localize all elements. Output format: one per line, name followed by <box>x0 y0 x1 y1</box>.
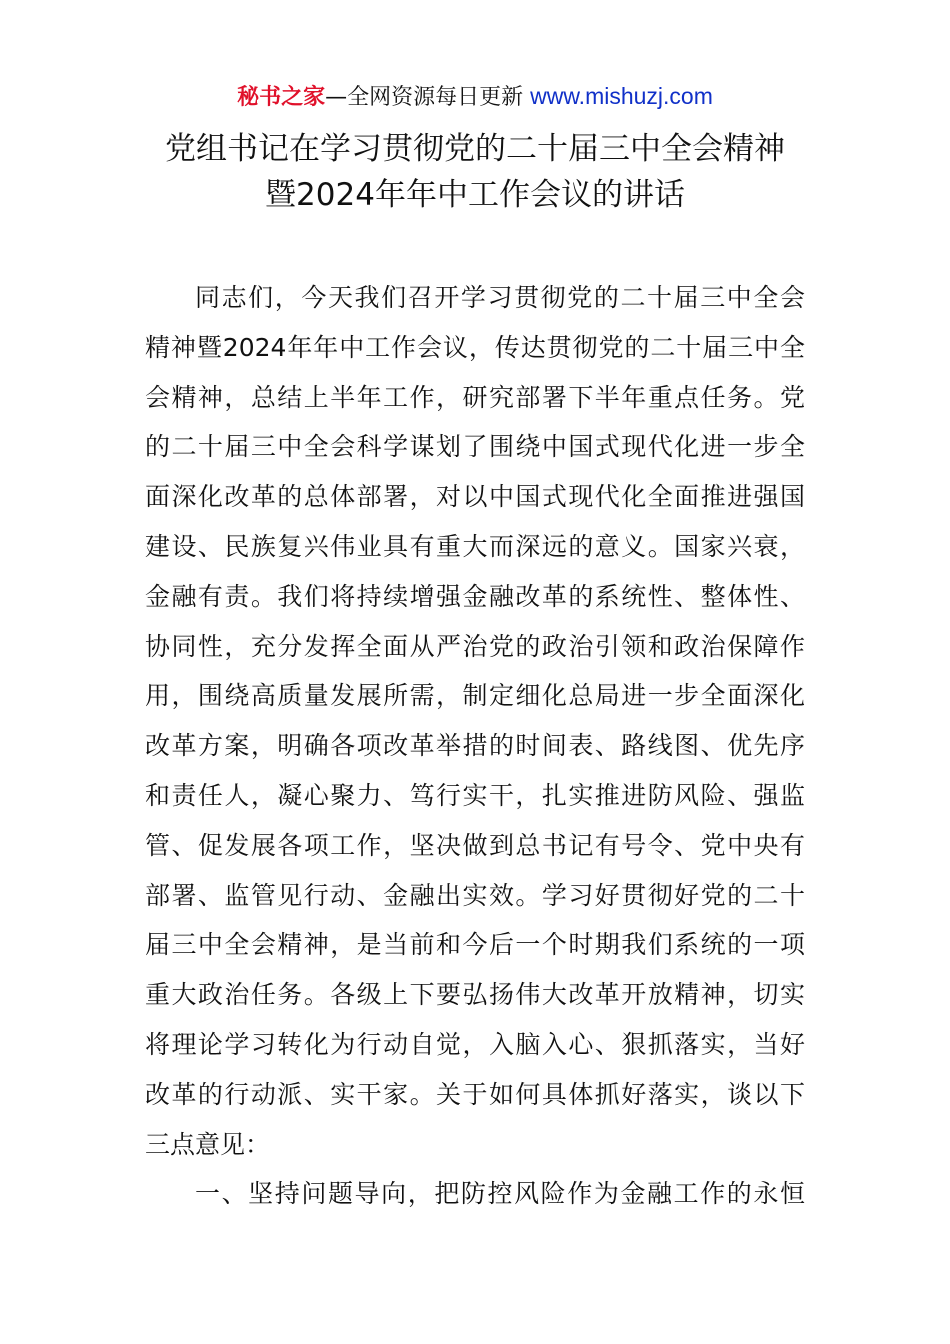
body-line: 的二十届三中全会科学谋划了围绕中国式现代化进一步全 <box>145 432 805 462</box>
document-body <box>145 273 805 1219</box>
site-header <box>0 80 950 114</box>
body-line: 金融有责。我们将持续增强金融改革的系统性、整体性、 <box>145 581 805 611</box>
title-line-2: 暨2024年年中工作会议的讲话 <box>265 177 685 213</box>
body-line: 三点意见： <box>145 1129 271 1159</box>
body-line: 重大政治任务。各级上下要弘扬伟大改革开放精神，切实 <box>145 980 805 1010</box>
body-line: 同志们，今天我们召开学习贯彻党的二十届三中全会 <box>195 283 805 312</box>
body-line: 管、促发展各项工作，坚决做到总书记有号令、党中央有 <box>145 830 805 860</box>
body-line: 建设、民族复兴伟业具有重大而深远的意义。国家兴衰， <box>145 531 805 561</box>
body-line: 协同性，充分发挥全面从严治党的政治引领和政治保障作 <box>145 631 805 661</box>
body-line: 改革方案，明确各项改革举措的时间表、路线图、优先序 <box>145 731 805 761</box>
site-tagline: —全网资源每日更新 <box>325 85 524 110</box>
body-line: 和责任人，凝心聚力、笃行实干，扎实推进防风险、强监 <box>145 780 805 810</box>
body-line: 会精神，总结上半年工作，研究部署下半年重点任务。党 <box>145 382 805 412</box>
site-url-link[interactable]: www.mishuzj.com <box>530 83 713 109</box>
body-line: 用，围绕高质量发展所需，制定细化总局进一步全面深化 <box>145 681 805 711</box>
body-line: 届三中全会精神，是当前和今后一个时期我们系统的一项 <box>145 930 805 960</box>
site-brand: 秘书之家 <box>237 85 326 110</box>
document-title <box>60 126 890 218</box>
body-line: 改革的行动派、实干家。关于如何具体抓好落实，谈以下 <box>145 1079 805 1109</box>
body-line: 面深化改革的总体部署，对以中国式现代化全面推进强国 <box>145 482 805 512</box>
body-line: 将理论学习转化为行动自觉，入脑入心、狠抓落实，当好 <box>145 1029 805 1059</box>
body-line: 精神暨2024年年中工作会议，传达贯彻党的二十届三中全 <box>145 332 805 362</box>
body-line: 部署、监管见行动、金融出实效。学习好贯彻好党的二十 <box>145 880 805 910</box>
section-heading: 一、坚持问题导向，把防控风险作为金融工作的永恒 <box>195 1179 805 1209</box>
title-line-1: 党组书记在学习贯彻党的二十届三中全会精神 <box>165 131 785 167</box>
